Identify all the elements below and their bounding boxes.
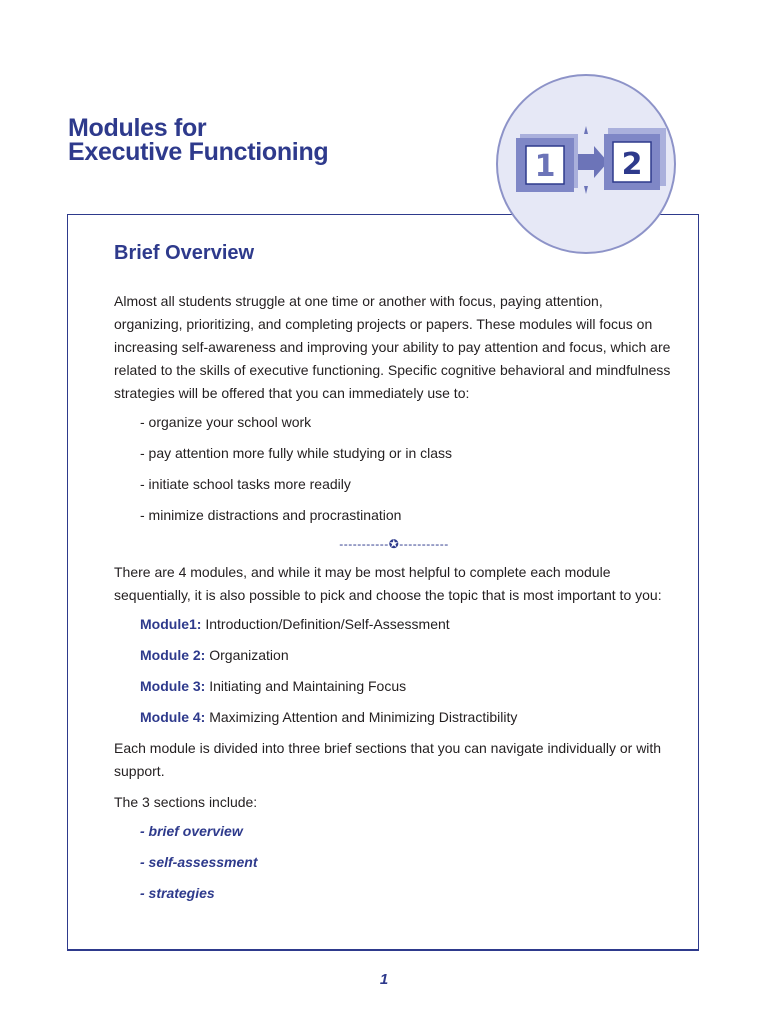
uses-list: [140, 411, 674, 527]
module-item: [140, 644, 674, 667]
module-label: Module 3:: [140, 678, 206, 694]
overview-content: [114, 240, 674, 913]
sections-label: The 3 sections include:: [114, 794, 258, 810]
module-label: Module1:: [140, 616, 202, 632]
module-label: Module 2:: [140, 647, 206, 663]
step-one-to-two-icon: [498, 76, 678, 256]
sections-intro: Each module is divided into three brief sections that you can navigate individually or with support.: [114, 740, 662, 779]
module-text: Maximizing Attention and Minimizing Distractibility: [209, 709, 518, 725]
modules-intro: There are 4 modules, and while it may be most helpful to complete each module sequentially, it is also possible to pick and choose the topic that is most important to you:: [114, 564, 662, 603]
intro-paragraph: Almost all students struggle at one time or another with focus, paying attention, organizing, prioritizing, and completing projects or papers. These modules will focus on increasing self-awareness and improving your ability to pay attention and focus, which are related to the skills of executive functioning. Specific cognitive behavioral and mindfulness strategies will be offered that you can immediately use to:: [114, 293, 671, 401]
module-text: Organization: [209, 647, 289, 663]
sections-list: [140, 820, 674, 905]
modules-list: [140, 613, 674, 729]
page-title: [68, 116, 328, 164]
module-item: [140, 706, 674, 729]
page-number: 1: [379, 971, 389, 988]
list-item: - organize your school work: [140, 414, 312, 430]
section-item: - brief overview: [140, 823, 243, 839]
title-line-1: Modules for: [68, 114, 207, 142]
section-item: - self-assessment: [140, 854, 258, 870]
step-1-text: 1: [534, 149, 556, 184]
section-heading: Brief Overview: [114, 242, 255, 264]
list-item: - minimize distractions and procrastination: [140, 507, 402, 523]
title-line-2: Executive Functioning: [68, 138, 329, 166]
module-text: Initiating and Maintaining Focus: [209, 678, 407, 694]
section-item: - strategies: [140, 885, 215, 901]
module-text: Introduction/Definition/Self-Assessment: [205, 616, 450, 632]
module-item: [140, 613, 674, 636]
module-label: Module 4:: [140, 709, 206, 725]
list-item: - initiate school tasks more readily: [140, 476, 351, 492]
list-item: - pay attention more fully while studying or in class: [140, 445, 453, 461]
step-badge: [496, 74, 676, 254]
step-2-text: 2: [621, 147, 643, 182]
ornament-divider: -----------✪-----------: [339, 537, 449, 551]
module-item: [140, 675, 674, 698]
